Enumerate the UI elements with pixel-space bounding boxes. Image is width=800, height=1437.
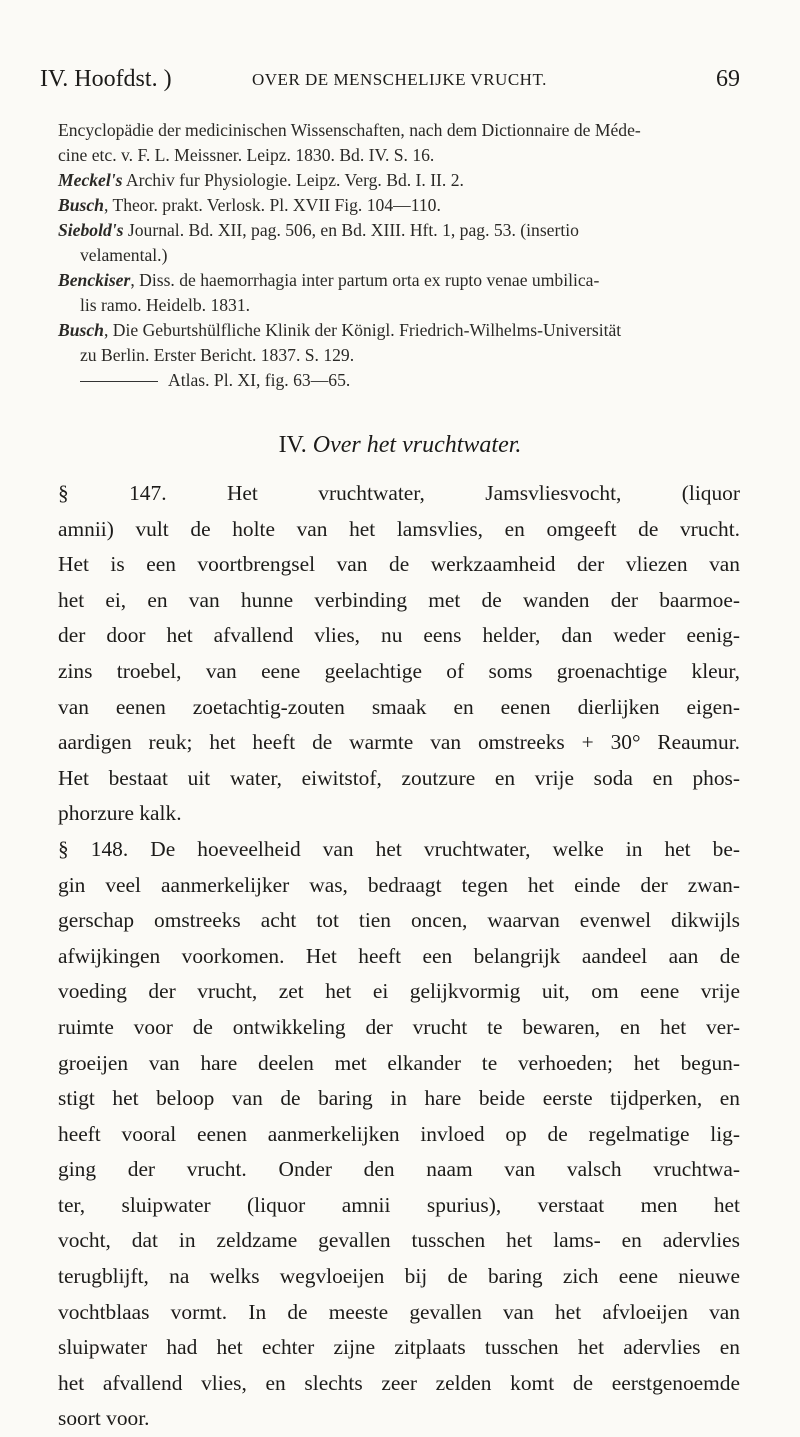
body-line: amnii) vult de holte van het lamsvlies, en omgeeft de vrucht. [58,516,740,541]
page-number: 69 [716,66,740,92]
body-line: voeding der vrucht, zet het ei gelijkvormig uit, om eene vrije [58,979,740,1004]
body-line: vochtblaas vormt. In de meeste gevallen van het afvloeijen van [58,1299,740,1324]
reference-text: Atlas. Pl. XI, fig. 63—65. [168,370,351,390]
section-number: IV. [278,432,307,458]
reference-text: , Theor. prakt. Verlosk. Pl. XVII Fig. 104—110. [103,195,441,215]
body-line: phorzure kalk. [58,801,182,826]
reference-entry [58,343,738,368]
running-title: OVER DE MENSCHELIJKE VRUCHT. [252,70,547,89]
body-line: ter, sluipwater (liquor amnii spurius), verstaat men het [58,1192,740,1217]
reference-author: Meckel's [58,170,123,190]
reference-text: , Die Geburtshülfliche Klinik der Königl. Friedrich-Wilhelms-Universität [103,320,622,340]
reference-entry [58,168,738,193]
reference-text: Archiv fur Physiologie. Leipz. Verg. Bd. I. II. 2. [122,170,464,190]
body-line: stigt het beloop van de baring in hare beide eerste tijdperken, en [58,1086,740,1111]
reference-text: velamental.) [80,245,168,265]
body-line: der door het afvallend vlies, nu eens helder, dan weder eenig- [58,623,740,648]
reference-author: Benckiser [58,270,131,290]
reference-entry [58,218,738,243]
body-line: vocht, dat in zeldzame gevallen tusschen het lams- en adervlies [58,1228,740,1253]
body-line: het afvallend vlies, en slechts zeer zelden komt de eerstgenoemde [58,1370,740,1395]
reference-author: Busch [58,320,104,340]
running-header [40,66,740,96]
reference-author: Siebold's [58,220,124,240]
reference-text: , Diss. de haemorrhagia inter partum orta ex rupto venae umbilica- [130,270,600,290]
ditto-dash [80,381,158,382]
body-line: groeijen van hare deelen met elkander te verhoeden; het begun- [58,1050,740,1075]
body-line: aardigen reuk; het heeft de warmte van omstreeks + 30° Reaumur. [58,730,740,755]
section-title-text: Over het vruchtwater. [312,432,522,458]
body-line: zins troebel, van eene geelachtige of soms groenachtige kleur, [58,658,740,683]
body-line: sluipwater had het echter zijne zitplaats tusschen het adervlies en [58,1335,740,1360]
body-line: ruimte voor de ontwikkeling der vrucht te bewaren, en het ver- [58,1014,740,1039]
body-line: het ei, en van hunne verbinding met de wanden der baarmoe- [58,587,740,612]
reference-author: Busch [58,195,104,215]
body-line: gin veel aanmerkelijker was, bedraagt tegen het einde der zwan- [58,872,740,897]
section-heading [0,432,800,459]
reference-entry [58,318,738,343]
body-line: ging der vrucht. Onder den naam van valsch vruchtwa- [58,1157,740,1182]
reference-list [58,118,738,393]
body-line: Het bestaat uit water, eiwitstof, zoutzure en vrije soda en phos- [58,765,740,790]
body-line: heeft vooral eenen aanmerkelijken invloed op de regelmatige lig- [58,1121,740,1146]
reference-entry [58,143,738,168]
reference-entry [58,293,738,318]
body-line: van eenen zoetachtig-zouten smaak en eenen dierlijken eigen- [58,694,740,719]
body-line: soort voor. [58,1406,150,1431]
body-line: gerschap omstreeks acht tot tien oncen, waarvan evenwel dikwijls [58,908,740,933]
reference-text: Encyclopädie der medicinischen Wissenschaften, nach dem Dictionnaire de Méde- [58,120,641,140]
reference-entry [58,243,738,268]
reference-text: Journal. Bd. XII, pag. 506, en Bd. XIII. Hft. 1, pag. 53. (insertio [123,220,579,240]
reference-entry [58,268,738,293]
reference-text: cine etc. v. F. L. Meissner. Leipz. 1830. Bd. IV. S. 16. [58,145,435,165]
reference-entry [58,368,738,393]
body-line: § 147. Het vruchtwater, Jamsvliesvocht, (liquor [58,481,740,505]
body-line: terugblijft, na welks wegvloeijen bij de baring zich eene nieuwe [58,1264,740,1289]
chapter-label: IV. Hoofdst. ) [40,66,172,92]
reference-entry [58,193,738,218]
reference-entry [58,118,738,143]
reference-text: zu Berlin. Erster Bericht. 1837. S. 129. [80,345,355,365]
reference-text: lis ramo. Heidelb. 1831. [80,295,251,315]
body-line: § 148. De hoeveelheid van het vruchtwater, welke in het be- [58,836,740,861]
body-line: afwijkingen voorkomen. Het heeft een belangrijk aandeel aan de [58,943,740,968]
body-text [58,476,740,1437]
body-line: Het is een voortbrengsel van de werkzaamheid der vliezen van [58,552,740,577]
